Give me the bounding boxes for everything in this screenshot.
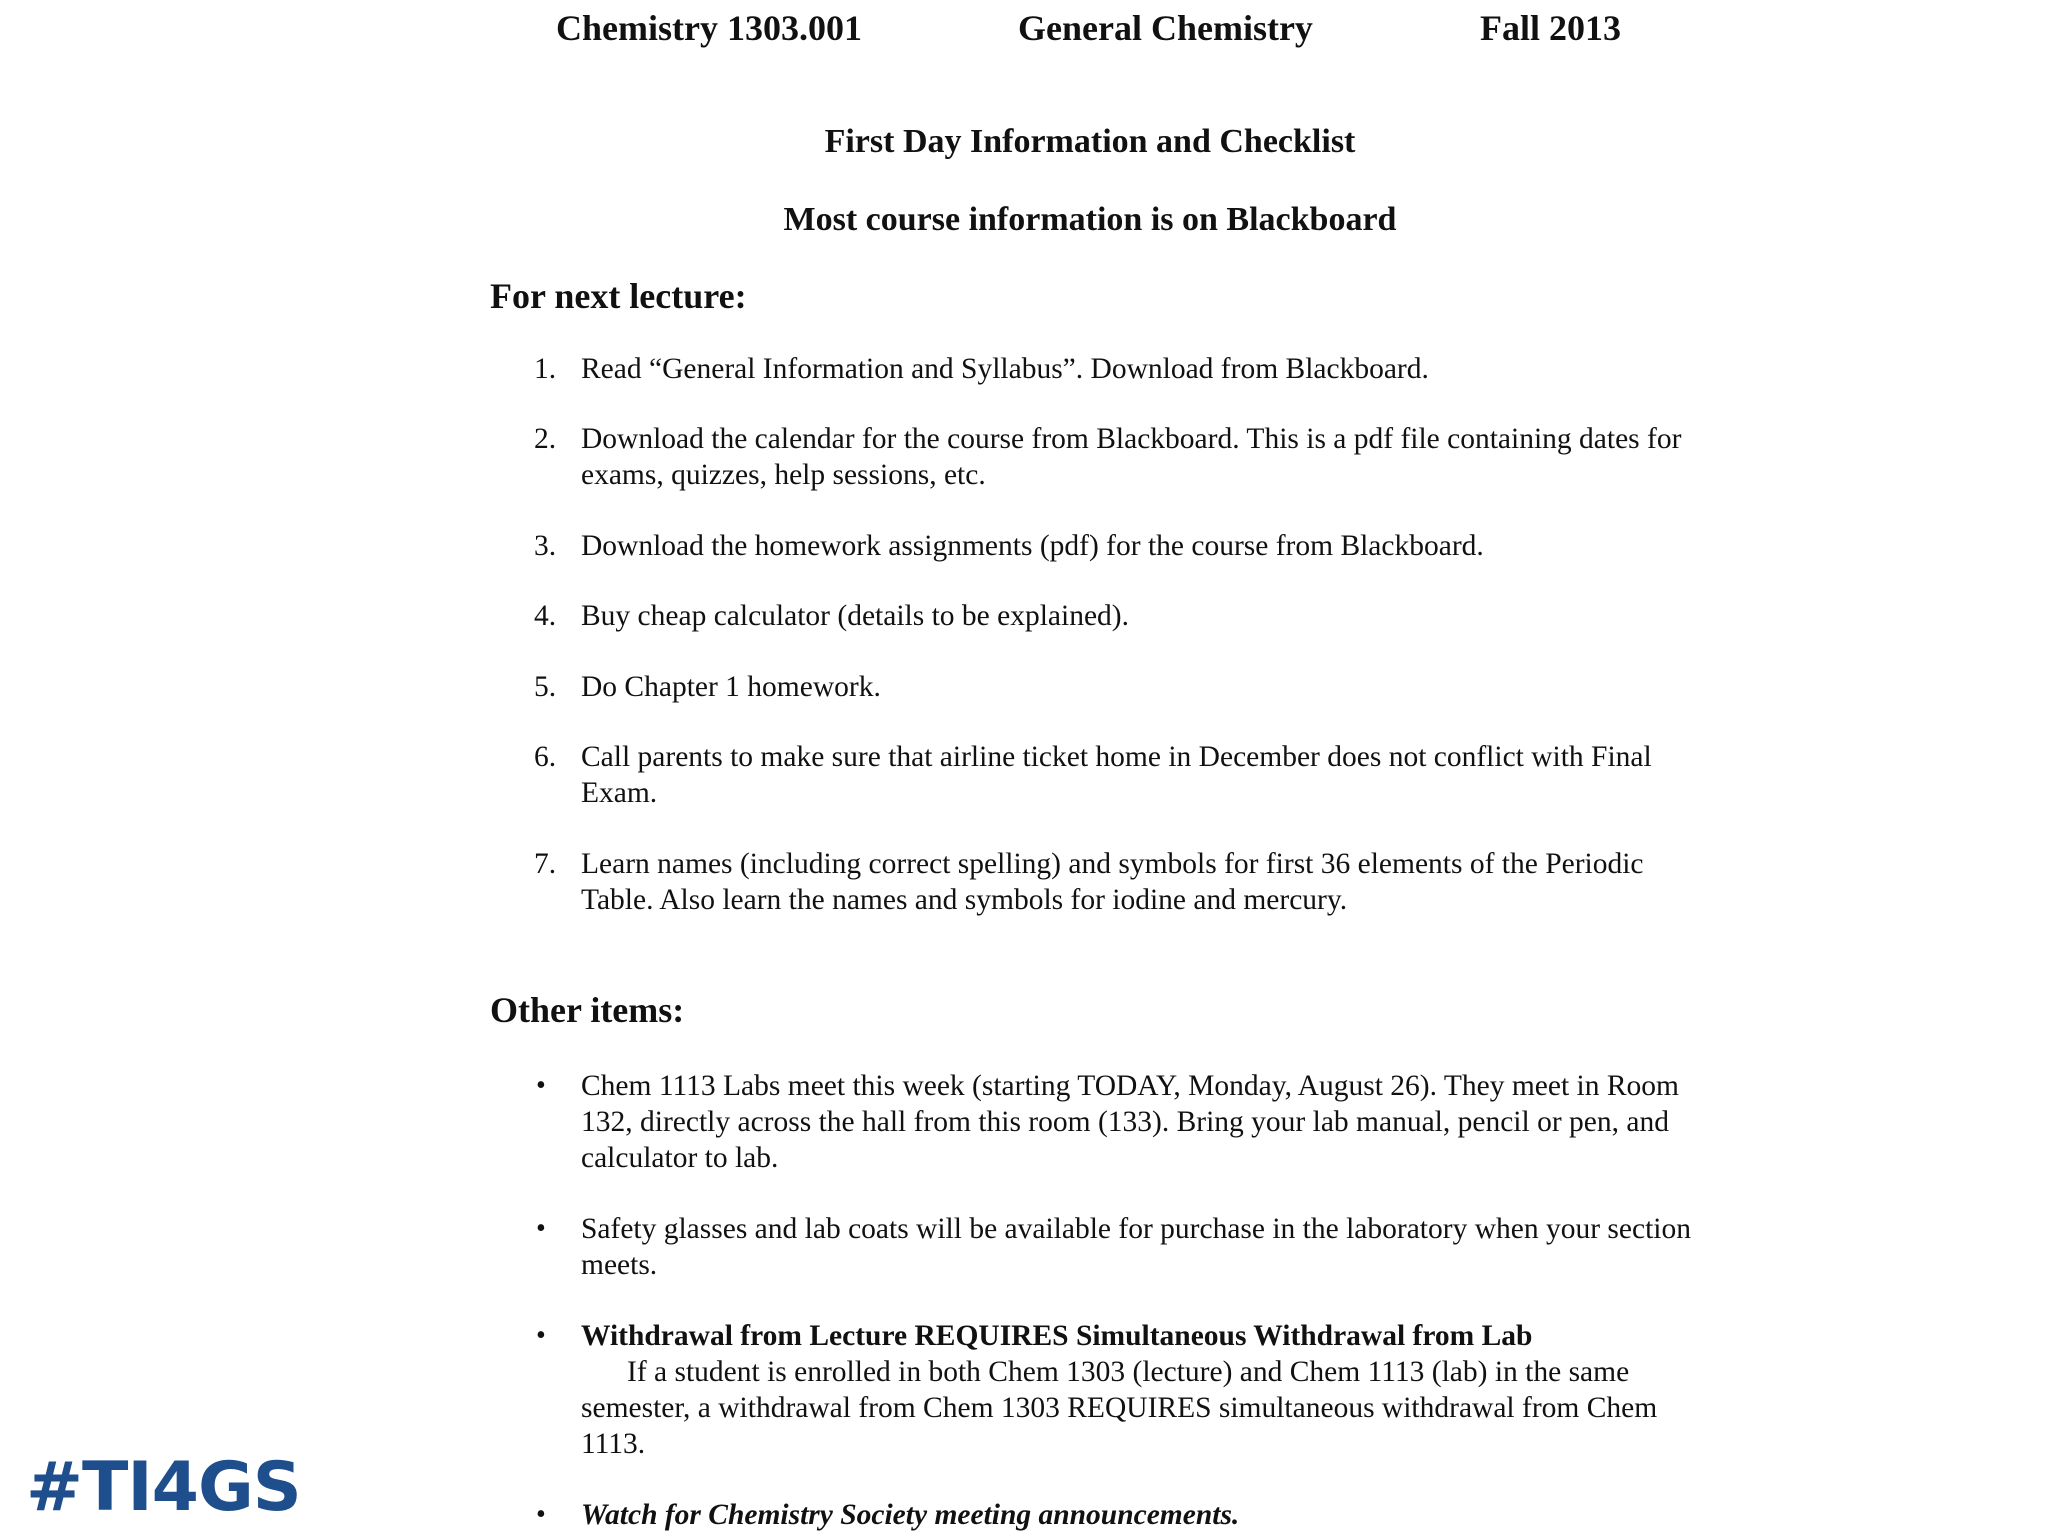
list-item-title: Withdrawal from Lecture REQUIRES Simultaneous Withdrawal from Lab	[581, 1320, 1533, 1352]
bullet-icon: •	[536, 1320, 546, 1351]
list-number: 2.	[534, 423, 557, 455]
list-item-text: Watch for Chemistry Society meeting announcements.	[581, 1499, 1240, 1531]
hashtag-watermark: #TI4GS	[26, 1448, 301, 1527]
list-item-content	[581, 1318, 1694, 1462]
list-item-text: Do Chapter 1 homework.	[581, 671, 881, 703]
list-item-text: Learn names (including correct spelling) and symbols for first 36 elements of the Periodic Table. Also learn the names and symbols for iodine and mercury.	[581, 848, 1644, 916]
list-item-text: Download the homework assignments (pdf) for the course from Blackboard.	[581, 530, 1484, 562]
list-item-text: Chem 1113 Labs meet this week (starting TODAY, Monday, August 26). They meet in Room 132, directly across the hall from this room (133). Bring your lab manual, pencil or pen, and calculator to lab.	[581, 1070, 1679, 1174]
bullet-icon: •	[536, 1213, 546, 1244]
list-number: 6.	[534, 741, 557, 773]
list-item-text: Read “General Information and Syllabus”. Download from Blackboard.	[581, 353, 1429, 385]
list-number: 4.	[534, 600, 557, 632]
bullet-list-item	[534, 1211, 1694, 1283]
list-item-text: Download the calendar for the course from Blackboard. This is a pdf file containing dates for exams, quizzes, help sessions, etc.	[581, 423, 1682, 491]
numbered-list-item	[534, 528, 1694, 564]
bullet-icon: •	[536, 1070, 546, 1101]
bullet-icon: •	[536, 1499, 546, 1530]
bullet-list-item	[534, 1497, 1694, 1533]
list-number: 5.	[534, 671, 557, 703]
list-item-text: Call parents to make sure that airline ticket home in December does not conflict with Final Exam.	[581, 741, 1652, 809]
course-number: Chemistry 1303.001	[556, 8, 862, 48]
list-item-text: Buy cheap calculator (details to be explained).	[581, 600, 1129, 632]
list-number: 1.	[534, 353, 557, 385]
numbered-list-item	[534, 846, 1694, 918]
list-item-text: If a student is enrolled in both Chem 1303 (lecture) and Chem 1113 (lab) in the same semester, a withdrawal from Chem 1303 REQUIRES simultaneous withdrawal from Chem 1113.	[581, 1356, 1658, 1460]
course-term: Fall 2013	[1480, 8, 1621, 48]
list-number: 3.	[534, 530, 557, 562]
numbered-list-item	[534, 669, 1694, 705]
list-number: 7.	[534, 848, 557, 880]
document-subtitle: Most course information is on Blackboard	[783, 201, 1397, 238]
numbered-list-item	[534, 739, 1694, 811]
bullet-list-item	[534, 1318, 1694, 1462]
bullet-list-item	[534, 1068, 1694, 1176]
section-heading-next-lecture: For next lecture:	[490, 276, 747, 316]
list-item-text: Safety glasses and lab coats will be available for purchase in the laboratory when your section meets.	[581, 1213, 1691, 1281]
document-title: First Day Information and Checklist	[824, 123, 1356, 160]
numbered-list-item	[534, 351, 1694, 387]
numbered-list-item	[534, 421, 1694, 493]
course-name: General Chemistry	[1018, 8, 1313, 48]
section-heading-other-items: Other items:	[490, 990, 685, 1030]
numbered-list-item	[534, 598, 1694, 634]
